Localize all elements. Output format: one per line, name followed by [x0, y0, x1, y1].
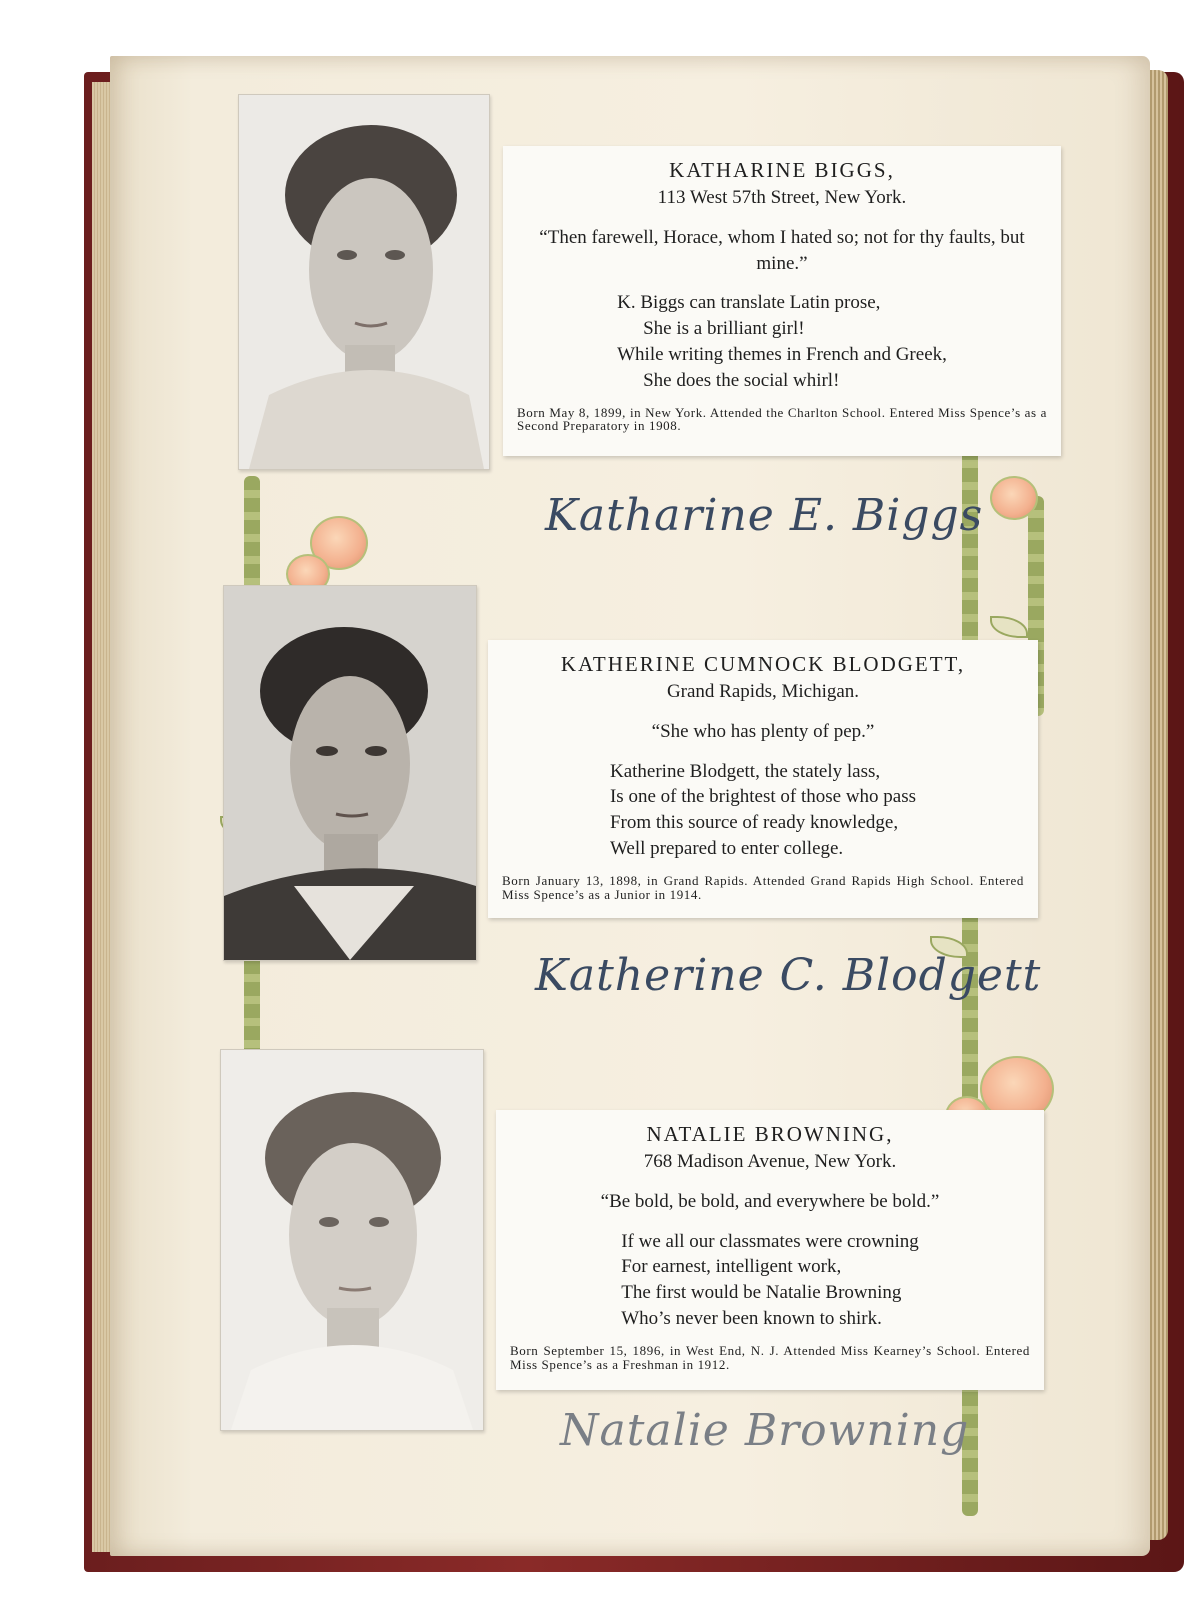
poem-line: From this source of ready knowledge,: [609, 812, 899, 834]
portrait-photo: [220, 1049, 484, 1431]
student-address: Grand Rapids, Michigan.: [666, 681, 860, 702]
yearbook-clipping: [488, 640, 1038, 918]
poem-line: She does the social whirl!: [643, 369, 840, 391]
student-poem: [617, 290, 947, 393]
student-name: NATALIE BROWNING,: [646, 1122, 894, 1146]
poem-line: K. Biggs can translate Latin prose,: [617, 292, 881, 314]
handwritten-signature: Natalie Browning: [560, 1405, 970, 1456]
biography-note: Born May 8, 1899, in New York. Attended the Charlton School. Entered Miss Spence’s as a Second Preparatory in 1908.: [517, 404, 1047, 434]
handwritten-signature: Katherine C. Blodgett: [535, 950, 1042, 1001]
poem-line: While writing themes in French and Greek,: [617, 343, 947, 365]
student-poem: [621, 1229, 919, 1332]
poem-line: The first would be Natalie Browning: [621, 1282, 902, 1304]
poem-line: Katherine Blodgett, the stately lass,: [609, 760, 881, 782]
biography-note: Born January 13, 1898, in Grand Rapids. Attended Grand Rapids High School. Entered Miss Spence’s as a Junior in 1914.: [502, 872, 1024, 902]
portrait-photo: [238, 94, 490, 470]
poem-line: Who’s never been known to shirk.: [621, 1308, 882, 1330]
poem-line: Well prepared to enter college.: [609, 838, 844, 860]
yearbook-clipping: [503, 146, 1061, 456]
poem-line: She is a brilliant girl!: [643, 318, 805, 340]
student-quote: “Be bold, be bold, and everywhere be bold.”: [600, 1191, 940, 1212]
student-name: KATHARINE BIGGS,: [669, 158, 895, 182]
portrait-photo: [223, 585, 477, 961]
poem-line: Is one of the brightest of those who pass: [609, 786, 917, 808]
student-poem: [610, 759, 916, 862]
yearbook-clipping: [496, 1110, 1044, 1390]
student-name: KATHERINE CUMNOCK BLODGETT,: [560, 652, 966, 676]
poem-line: If we all our classmates were crowning: [621, 1230, 919, 1252]
student-address: 768 Madison Avenue, New York.: [643, 1151, 897, 1172]
poem-line: For earnest, intelligent work,: [621, 1256, 842, 1278]
handwritten-signature: Katharine E. Biggs: [545, 490, 984, 541]
rose-decoration: [990, 476, 1038, 520]
leaf-decoration: [990, 616, 1028, 638]
student-address: 113 West 57th Street, New York.: [657, 187, 907, 208]
student-quote: “She who has plenty of pep.”: [651, 721, 875, 742]
student-quote: “Then farewell, Horace, whom I hated so; not for thy faults, but mine.”: [539, 227, 1025, 274]
biography-note: Born September 15, 1896, in West End, N. J. Attended Miss Kearney’s School. Entered Miss Spence’s as a Freshman in 1912.: [510, 1342, 1030, 1372]
